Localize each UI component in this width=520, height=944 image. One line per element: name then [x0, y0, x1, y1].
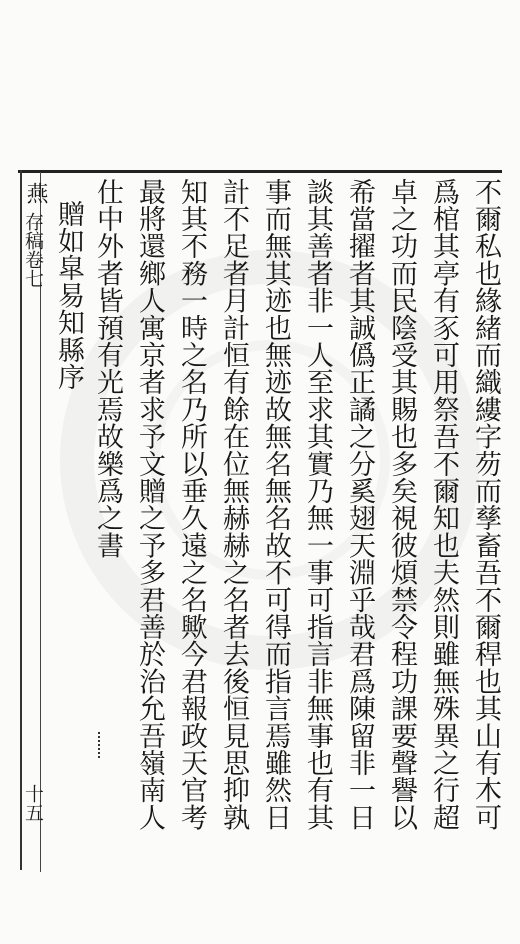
section-heading: 贈如皐易知縣序: [53, 200, 84, 391]
margin-volume-label: 存稿卷七: [22, 212, 44, 288]
text-column-1: 不爾私也緣緒而織縷字芴而孳畜吾不爾稈也其山有木可: [470, 178, 501, 831]
text-column-3: 卓之功而民陰受其賜也多矣視彼煩禁令程功課要聲譽以: [386, 178, 417, 831]
text-column-10: 仕中外者皆預有光焉故樂爲之書: [92, 178, 123, 559]
text-column-6: 事而無其迹也無迹故無名無名故不可得而指言焉雖然日: [260, 178, 291, 831]
ink-speck-marks: [98, 732, 106, 758]
text-column-7: 計不足者月計恒有餘在位無赫赫之名者去後恒見思抑孰: [218, 178, 249, 831]
text-column-5: 談其善者非一人至求其實乃無一事可指言非無事也有其: [302, 178, 333, 831]
text-column-4: 希當擢者其誠僞正譎之分奚翅天淵乎哉君爲陳留非一日: [344, 178, 375, 831]
page-frame-top-border: [18, 170, 502, 173]
text-column-8: 知其不務一時之名乃所以垂久遠之名歟今君報政天官考: [176, 178, 207, 831]
margin-page-number: 十五: [22, 784, 44, 822]
margin-strip: [20, 176, 48, 866]
text-column-9: 最將還鄉人寓京者求予文贈之予多君善於治允吾嶺南人: [134, 178, 165, 831]
margin-book-title: 燕: [23, 182, 48, 204]
text-column-2: 爲棺其亭有豕可用祭吾不爾知也夫然則雖無殊異之行超: [428, 178, 459, 831]
